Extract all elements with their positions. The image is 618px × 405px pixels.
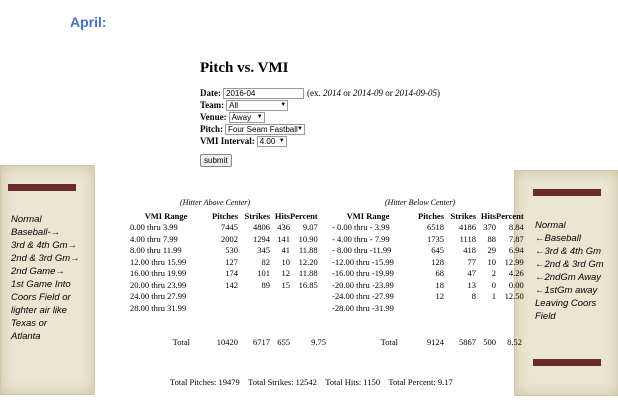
above-caption: (Hitter Above Center): [179, 198, 251, 207]
chevron-down-icon: ▼: [280, 101, 287, 108]
month-heading: April:: [70, 14, 107, 30]
table-header: VMI Range Pitches Strikes Hits Percent: [144, 210, 318, 221]
below-table: [332, 210, 524, 314]
table-row: 4.00 thru 7.99 2002 1294 141 10.90: [130, 233, 318, 244]
table-row: 0.00 thru 3.99 7445 4806 436 9.07: [130, 222, 318, 233]
panel-divider: [533, 359, 601, 366]
left-annotation-panel: [0, 165, 95, 395]
interval-label: VMI Interval:: [200, 136, 255, 146]
table-row: 28.00 thru 31.99: [130, 302, 187, 313]
venue-label: Venue:: [200, 112, 227, 122]
total-row: Total 9124 5867 500 8.52: [380, 336, 522, 347]
table-header: VMI Range Pitches Strikes Hits Percent: [346, 210, 524, 221]
chevron-down-icon: ▼: [297, 125, 303, 132]
pitch-label: Pitch:: [200, 124, 223, 134]
interval-select[interactable]: 4.00 ▼: [257, 136, 287, 147]
above-table: [130, 210, 318, 314]
table-row: - 0.00 thru - 3.99 6518 4186 370 8.84: [332, 222, 524, 233]
table-row: -20.00 thru -23.99 18 13 0 0.00: [332, 279, 524, 290]
pitch-select[interactable]: Four Seam Fastball ▼: [225, 124, 305, 135]
table-row: -24.00 thru -27.99 12 8 1 12.50: [332, 291, 524, 302]
venue-row: [200, 111, 440, 123]
table-row: 8.00 thru 11.99 530 345 41 11.88: [130, 245, 318, 256]
venue-select[interactable]: Away ▼: [229, 112, 265, 123]
panel-divider: [8, 184, 76, 191]
table-row: -28.00 thru -31.99: [332, 302, 394, 313]
team-select[interactable]: All ▼: [226, 100, 288, 111]
team-label: Team:: [200, 100, 225, 110]
table-row: 16.00 thru 19.99 174 101 12 11.88: [130, 268, 318, 279]
query-form: [200, 87, 440, 147]
date-hint: (ex. 2014 or 2014-09 or 2014-09-05): [307, 88, 440, 98]
submit-button[interactable]: submit: [200, 154, 232, 167]
above-total: [130, 336, 326, 348]
page-title: Pitch vs. VMI: [200, 60, 289, 76]
date-label: Date:: [200, 88, 221, 98]
chevron-down-icon: ▼: [256, 113, 263, 120]
panel-divider: [533, 189, 601, 196]
below-caption: (Hitter Below Center): [384, 198, 456, 207]
left-annotation-text: Normal Baseball-→ 3rd & 4th Gm→ 2nd & 3rd Gm→ 2nd Game→ 1st Game Into Coors Field or lighter air like Texas or Atlanta: [11, 214, 80, 342]
below-total: [332, 336, 522, 348]
team-row: [200, 99, 440, 111]
table-row: - 8.00 thru -11.99 645 418 29 6.94: [332, 245, 524, 256]
interval-row: [200, 135, 440, 147]
right-annotation-text: Normal ←Baseball ←3rd & 4th Gm ←2nd & 3rd Gm ←2ndGm Away ←1stGm away Leaving Coors Field: [535, 220, 604, 322]
pitch-row: [200, 123, 440, 135]
table-row: -12.00 thru -15.99 128 77 10 12.99: [332, 256, 524, 267]
date-input[interactable]: 2016-04: [223, 88, 304, 99]
right-annotation-panel: [514, 170, 618, 396]
table-row: - 4.00 thru - 7.99 1735 1118 88 7.87: [332, 233, 524, 244]
table-row: -16.00 thru -19.99 68 47 2 4.26: [332, 268, 524, 279]
table-row: 20.00 thru 23.99 142 89 15 16.85: [130, 279, 318, 290]
table-row: 24.00 thru 27.99: [130, 291, 187, 302]
summary-totals: Total Pitches: 19479 Total Strikes: 12542 Total Hits: 1150 Total Percent: 9.17: [170, 377, 453, 387]
chevron-down-icon: ▼: [278, 137, 285, 144]
table-row: 12.00 thru 15.99 127 82 10 12.20: [130, 256, 318, 267]
date-row: [200, 87, 440, 99]
total-row: Total 10420 6717 655 9.75: [172, 336, 326, 347]
